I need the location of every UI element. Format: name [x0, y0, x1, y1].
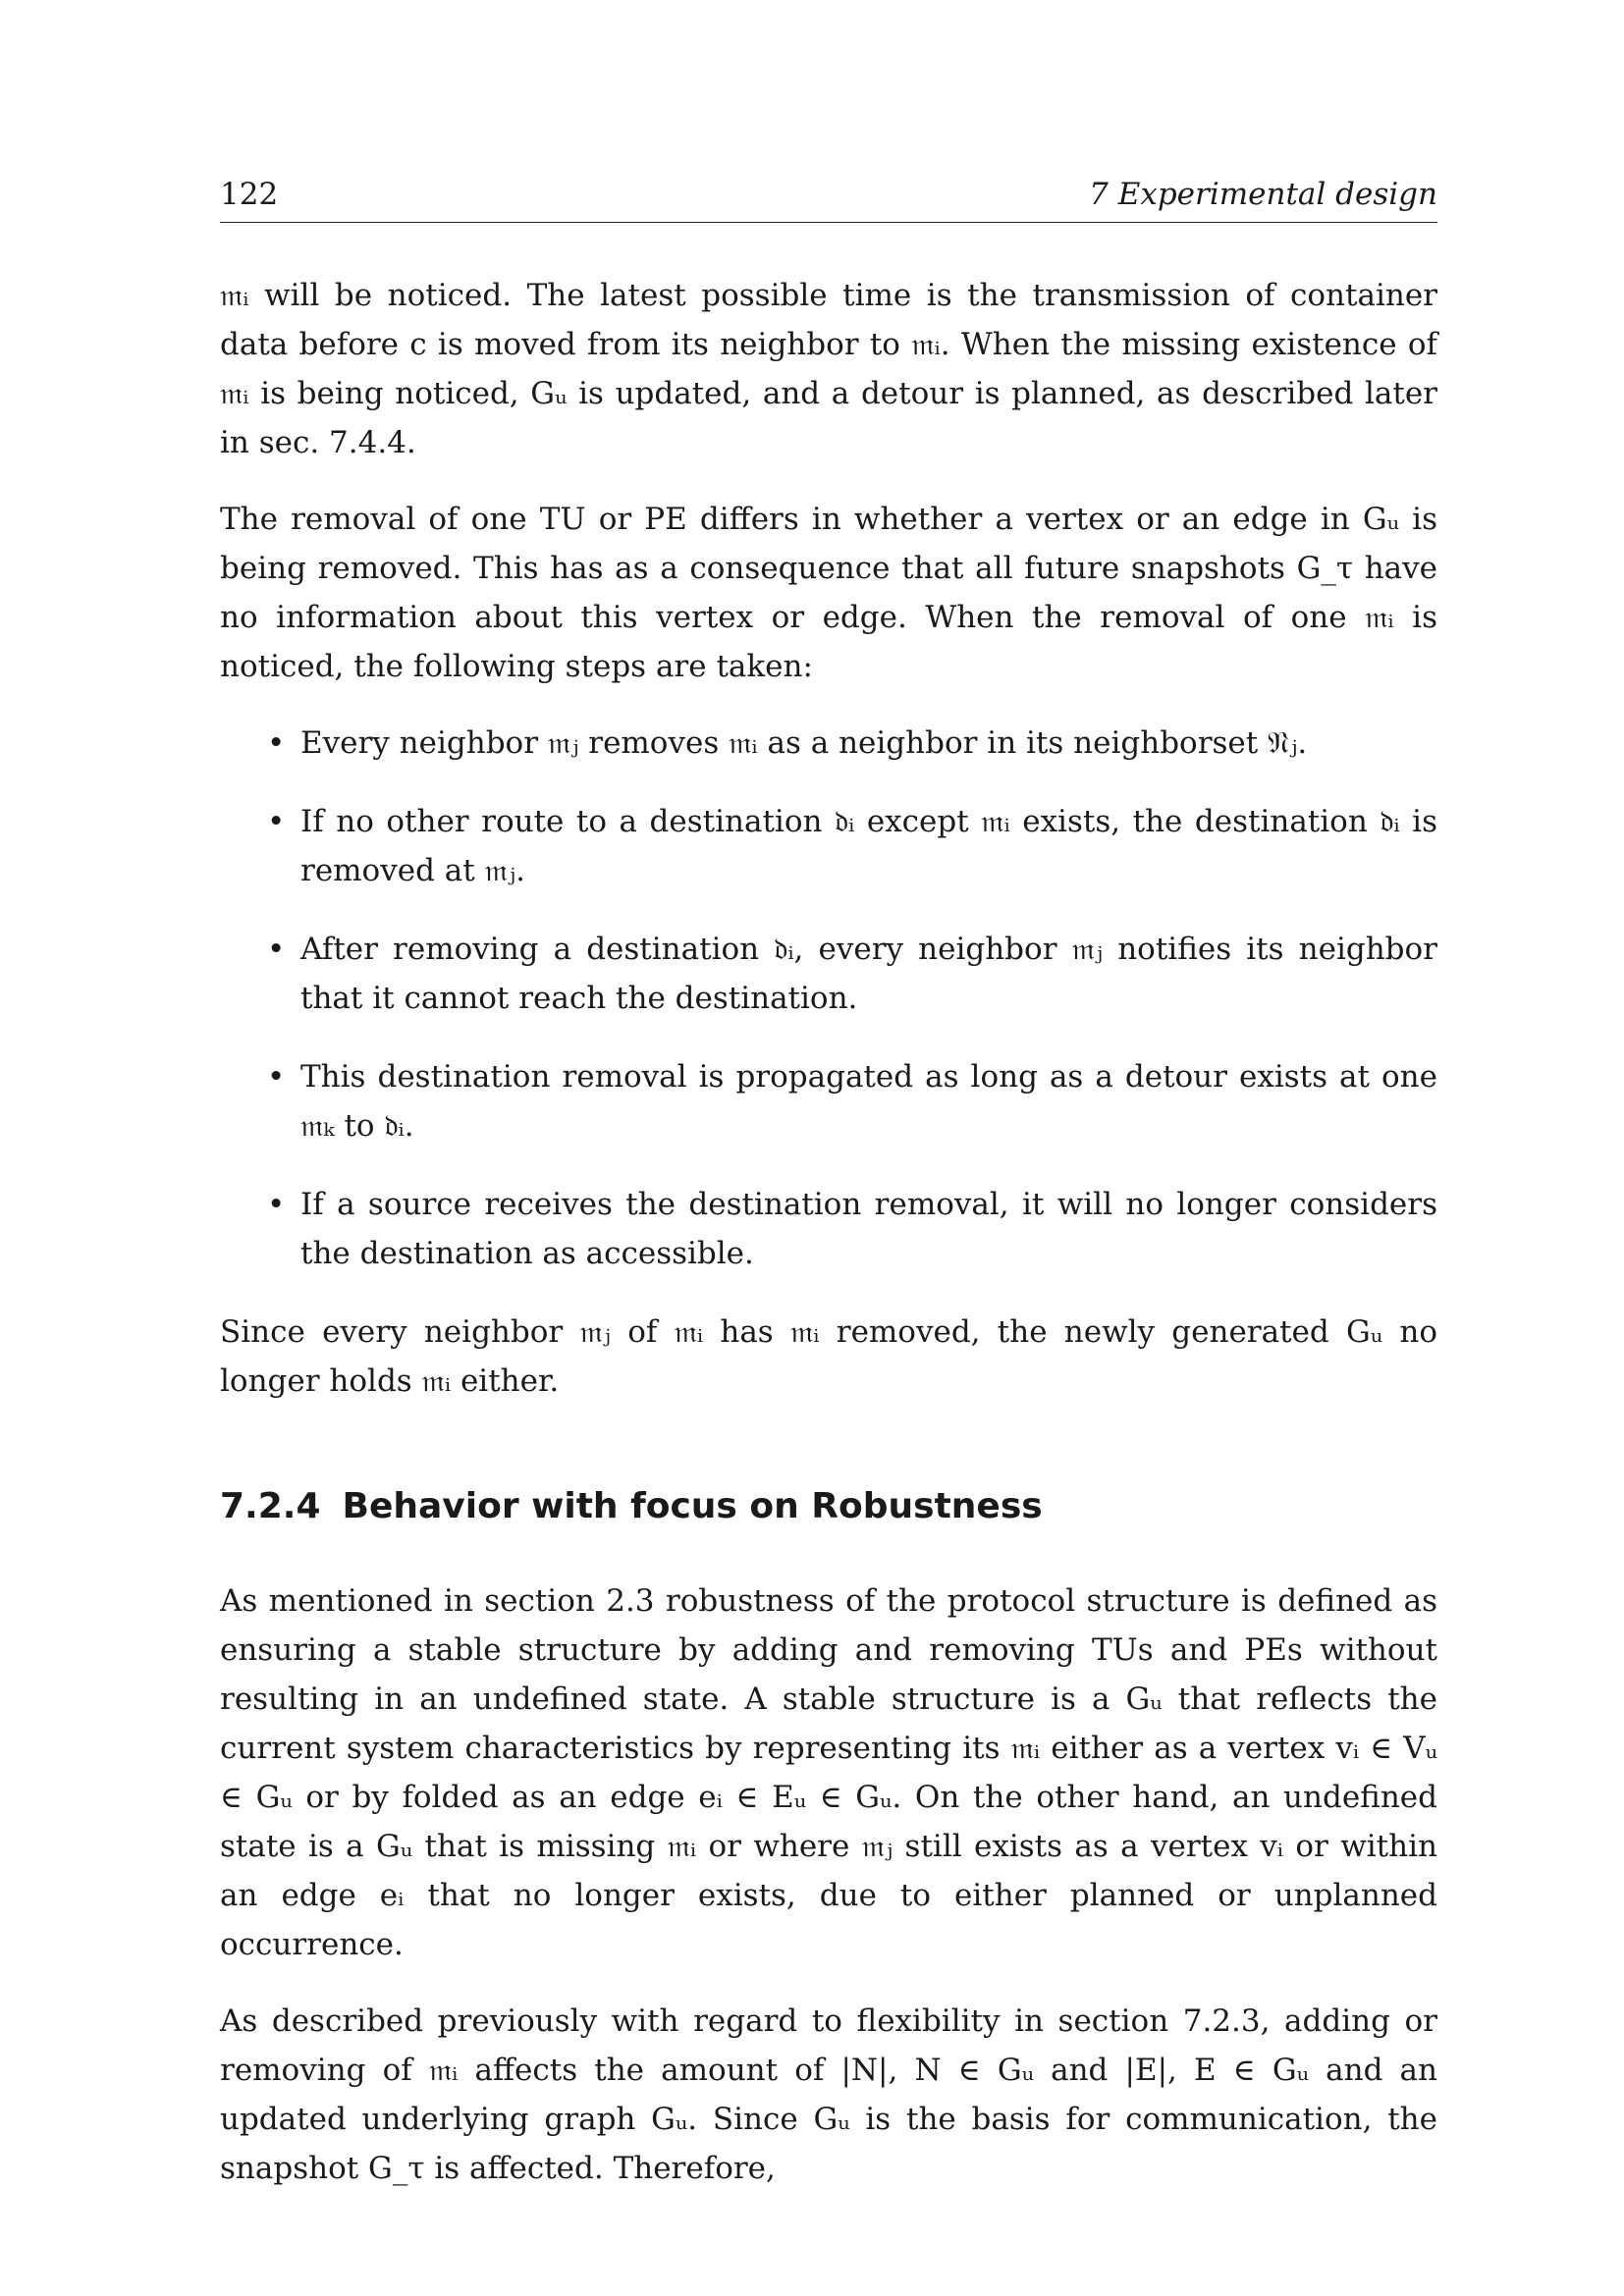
paragraph: Since every neighbor 𝔪ⱼ of 𝔪ᵢ has 𝔪ᵢ removed, the newly generated Gᵤ no longer holds 𝔪ᵢ either.: [220, 1314, 1437, 1399]
bullet-icon: •: [267, 1059, 286, 1095]
chapter-title: 7 Experimental design: [1089, 177, 1437, 212]
paragraph: As mentioned in section 2.3 robustness of the protocol structure is defined as ensuring a stable structure by adding and removing TUs and PEs without resulting in an undefined state. A stable structure is a Gᵤ that reflects the current system characteristics by representing its 𝔪ᵢ either as a vertex vᵢ ∈ Vᵤ ∈ Gᵤ or by folded as an edge eᵢ ∈ Eᵤ ∈ Gᵤ. On the other hand, an undefined state is a Gᵤ that is missing 𝔪ᵢ or where 𝔪ⱼ still exists as a vertex vᵢ or within an edge eᵢ that no longer exists, due to either planned or unplanned occurrence.: [220, 1583, 1437, 1962]
paragraph: The removal of one TU or PE differs in whether a vertex or an edge in Gᵤ is being removed. This has as a consequence that all future snapshots G_τ have no information about this vertex or edge. When the removal of one 𝔪ᵢ is noticed, the following steps are taken:: [220, 502, 1437, 684]
list-item: [220, 1180, 1437, 1278]
section-title: Behavior with focus on Robustness: [342, 1486, 1043, 1526]
bullet-icon: •: [267, 725, 286, 761]
list-item: [220, 797, 1437, 895]
list-item-text: If a source receives the destination removal, it will no longer considers the destination as accessible.: [300, 1187, 1437, 1271]
body-text: [220, 271, 1437, 2220]
running-header: [220, 173, 1437, 223]
bullet-icon: •: [267, 804, 286, 839]
section-heading: [220, 1482, 1437, 1531]
bullet-icon: •: [267, 1187, 286, 1222]
paragraph: As described previously with regard to flexibility in section 7.2.3, adding or removing of 𝔪ᵢ affects the amount of |N|, N ∈ Gᵤ and |E|, E ∈ Gᵤ and an updated underlying graph Gᵤ. Since Gᵤ is the basis for communication, the snapshot G_τ is affected. Therefore,: [220, 2003, 1437, 2186]
list-item: [220, 925, 1437, 1023]
bullet-icon: •: [267, 932, 286, 967]
removal-steps-list: [220, 719, 1437, 1278]
list-item-text: After removing a destination 𝔡ᵢ, every neighbor 𝔪ⱼ notifies its neighbor that it cannot reach the destination.: [300, 932, 1437, 1016]
list-item-text: This destination removal is propagated as long as a detour exists at one 𝔪ₖ to 𝔡ᵢ.: [300, 1059, 1437, 1144]
section-number: 7.2.4: [220, 1486, 321, 1526]
list-item-text: If no other route to a destination 𝔡ᵢ except 𝔪ᵢ exists, the destination 𝔡ᵢ is removed at 𝔪ⱼ.: [300, 804, 1437, 888]
paragraph: 𝔪ᵢ will be noticed. The latest possible time is the transmission of container data before c is moved from its neighbor to 𝔪ᵢ. When the missing existence of 𝔪ᵢ is being noticed, Gᵤ is updated, and a detour is planned, as described later in sec. 7.4.4.: [220, 278, 1437, 460]
list-item: [220, 1052, 1437, 1150]
list-item: [220, 719, 1437, 768]
list-item-text: Every neighbor 𝔪ⱼ removes 𝔪ᵢ as a neighbor in its neighborset 𝔑ⱼ.: [300, 725, 1308, 761]
page-number: 122: [220, 177, 279, 212]
